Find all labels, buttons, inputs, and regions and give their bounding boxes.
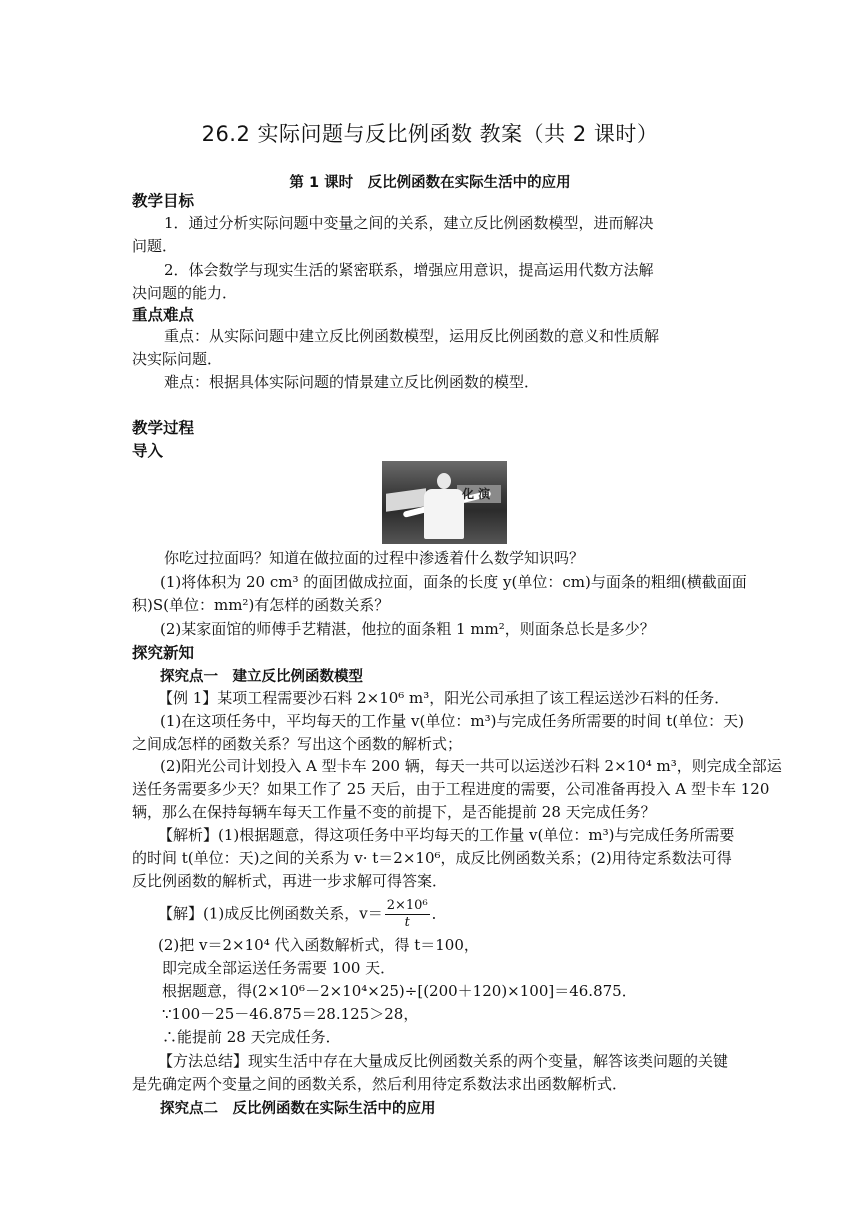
analysis-line-c: 反比例函数的解析式，再进一步求解可得答案． bbox=[132, 872, 448, 890]
goal-2-line-a: 2．体会数学与现实生活的紧密联系，增强应用意识，提高运用代数方法解 bbox=[164, 261, 654, 279]
intro-question-2: (2)某家面馆的师傅手艺精湛，他拉的面条粗 1 mm²，则面条总长是多少？ bbox=[160, 620, 655, 638]
explore-point-1-heading: 探究点一 建立反比例函数模型 bbox=[160, 669, 363, 685]
document-title: 26.2 实际问题与反比例函数 教案（共 2 课时） bbox=[201, 122, 659, 146]
solution-line-1: 【解】(1)成反比例函数关系，v＝ $\frac{\text{2×10⁶}}{t}$ ． bbox=[158, 898, 447, 930]
heading-goals: 教学目标 bbox=[132, 192, 195, 210]
example-1-line-c: 之间成怎样的函数关系？写出这个函数的解析式； bbox=[132, 735, 463, 753]
goal-2-line-b: 决问题的能力． bbox=[132, 284, 238, 302]
example-1-line-f: 辆，那么在保持每辆车每天工作量不变的前提下，是否能提前 28 天完成任务？ bbox=[132, 803, 656, 821]
difficult-point-line: 难点：根据具体实际问题的情景建立反比例函数的模型． bbox=[164, 373, 540, 391]
lesson-subtitle: 第 1 课时 反比例函数在实际生活中的应用 bbox=[289, 175, 571, 191]
intro-question-1-line-a: (1)将体积为 20 cm³ 的面团做成拉面，面条的长度 y(单位：cm)与面条的粗细(横截面面 bbox=[160, 573, 747, 591]
goal-1-line-b: 问题． bbox=[132, 237, 178, 255]
solution-line-6: ∴能提前 28 天完成任务． bbox=[162, 1028, 341, 1046]
photo-performer-body bbox=[424, 489, 464, 539]
photo-performer-head bbox=[437, 473, 451, 489]
goal-1-line-a: 1．通过分析实际问题中变量之间的关系，建立反比例函数模型，进而解决 bbox=[164, 214, 654, 232]
solution-line-2: (2)把 v＝2×10⁴ 代入函数解析式，得 t＝100， bbox=[158, 936, 479, 954]
key-point-line-a: 重点：从实际问题中建立反比例函数模型，运用反比例函数的意义和性质解 bbox=[164, 327, 660, 345]
heading-intro: 导入 bbox=[132, 442, 164, 460]
method-summary-line-b: 是先确定两个变量之间的函数关系，然后利用待定系数法求出函数解析式． bbox=[132, 1075, 628, 1093]
fraction-denominator: t bbox=[404, 915, 410, 930]
solution-line-3: 即完成全部运送任务需要 100 天． bbox=[162, 959, 396, 977]
heading-process: 教学过程 bbox=[132, 419, 195, 437]
example-1-line-d: (2)阳光公司计划投入 A 型卡车 200 辆，每天一共可以运送沙石料 2×10⁴ m³，则完成全部运 bbox=[160, 757, 782, 775]
example-1-line-b: (1)在这项任务中，平均每天的工作量 v(单位：m³)与完成任务所需要的时间 t(单位：天) bbox=[160, 712, 744, 730]
solution-line-5: ∵100－25－46.875＝28.125＞28， bbox=[162, 1005, 419, 1023]
intro-question: 你吃过拉面吗？知道在做拉面的过程中渗透着什么数学知识吗？ bbox=[164, 549, 585, 567]
solution-intro-text: 【解】(1)成反比例函数关系，v＝ bbox=[158, 904, 383, 923]
analysis-line-b: 的时间 t(单位：天)之间的关系为 v· t＝2×10⁶，成反比例函数关系；(2)用待定系数法可得 bbox=[132, 849, 732, 867]
photo-banner-text: 化 演 bbox=[462, 487, 491, 501]
intro-question-1-line-b: 积)S(单位：mm²)有怎样的函数关系？ bbox=[132, 596, 390, 614]
example-1-line-a: 【例 1】某项工程需要沙石料 2×10⁶ m³，阳光公司承担了该工程运送沙石料的任务． bbox=[158, 689, 730, 707]
noodle-performer-photo bbox=[382, 461, 507, 544]
heading-explore: 探究新知 bbox=[132, 644, 195, 662]
solution-fraction bbox=[385, 898, 430, 931]
example-1-line-e: 送任务需要多少天？如果工作了 25 天后，由于工程进度的需要，公司准备再投入 A 型卡车 120 bbox=[132, 780, 770, 798]
key-point-line-b: 决实际问题． bbox=[132, 350, 223, 368]
explore-point-2-heading: 探究点二 反比例函数在实际生活中的应用 bbox=[160, 1101, 436, 1117]
analysis-line-a: 【解析】(1)根据题意，得这项任务中平均每天的工作量 v(单位：m³)与完成任务所需要 bbox=[158, 826, 735, 844]
solution-line-4: 根据题意，得(2×10⁶－2×10⁴×25)÷[(200＋120)×100]＝46.875． bbox=[162, 982, 637, 1000]
heading-key-points: 重点难点 bbox=[132, 306, 195, 324]
fraction-numerator: 2×10⁶ bbox=[386, 898, 428, 913]
method-summary-line-a: 【方法总结】现实生活中存在大量成反比例函数关系的两个变量，解答该类问题的关键 bbox=[158, 1052, 729, 1070]
